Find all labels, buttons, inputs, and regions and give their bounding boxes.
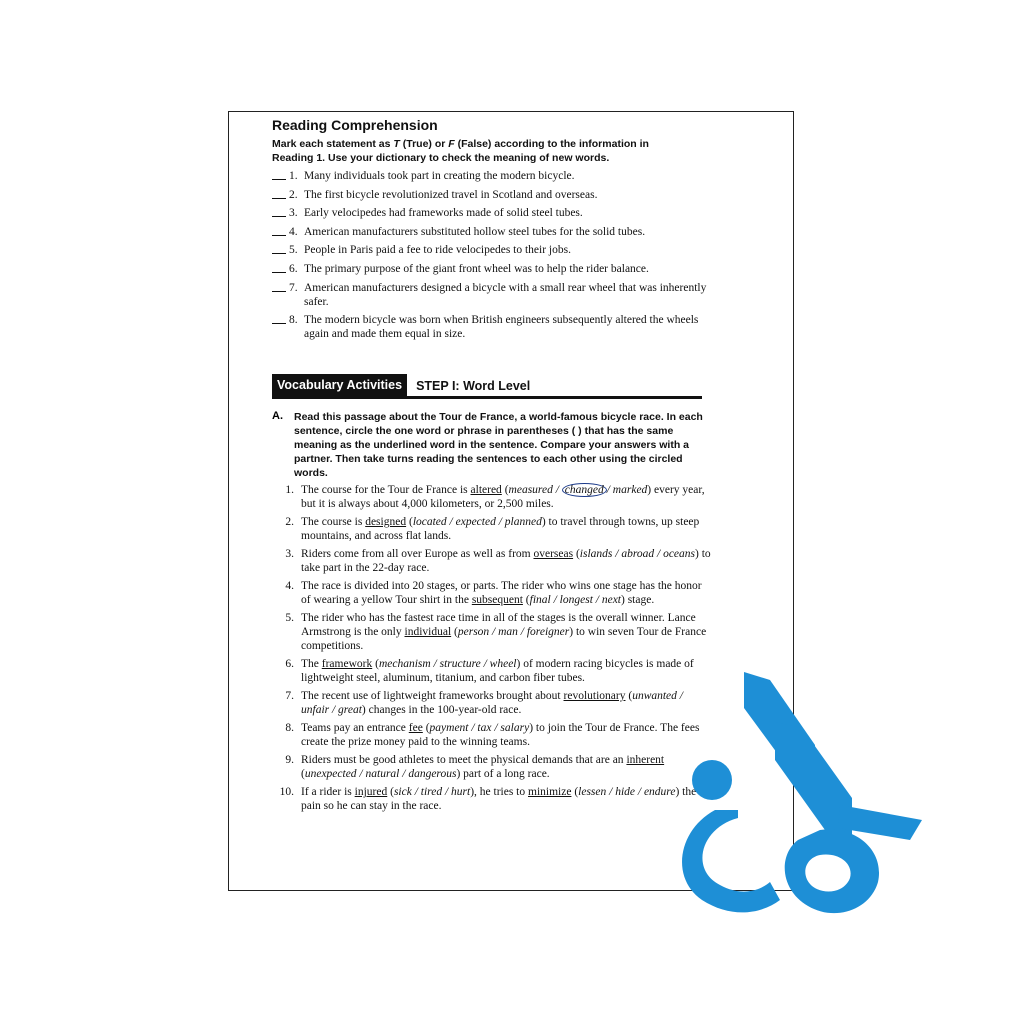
reading-instructions [272,137,712,165]
sentence-text: ) of modern racing bicycles is made of lightweight steel, aluminum, titanium, and carbon fiber tubes. [301,658,694,685]
underlined-word: altered [470,484,502,497]
vocabulary-item-number: 6. [285,658,294,671]
section-instructions: Read this passage about the Tour de France, a world-famous bicycle race. In each sentence, circle the one word or phrase in parentheses ( ) that has the same meaning as the underlined word in the sentence. Compare your answers with a partner. Then take turns reading the sentences to each other using the circled words. [294,411,703,480]
vocabulary-item-number: 2. [285,516,294,529]
reading-comprehension-title: Reading Comprehension [272,117,438,133]
sentence-text: ( [406,516,413,529]
sentence-text: ) to join the Tour de France. The fees create the prize money paid to the winning teams. [301,722,700,749]
tf-item [272,225,712,239]
sentence-text: Teams pay an entrance [301,722,409,735]
sentence-text: ) the pain so he can stay in the race. [301,786,697,813]
tf-item-text: Early velocipedes had frameworks made of solid steel tubes. [304,207,583,220]
vocabulary-item-number: 5. [285,612,294,625]
sentence-text: ( [451,626,458,639]
tf-item-text: People in Paris paid a fee to ride velocipedes to their jobs. [304,244,571,257]
logo-shapes [682,672,922,913]
choice-options[interactable]: lessen / hide / endure [578,786,676,799]
underlined-word: individual [404,626,452,639]
logo-left-hook [682,810,780,912]
sentence-text: The race is divided into 20 stages, or parts. The rider who wins one stage has the honor of wearing a yellow Tour shirt in the [301,580,702,607]
sentence-text: Riders must be good athletes to meet the physical demands that are an [301,754,627,767]
tf-item [272,188,712,202]
underlined-word: inherent [626,754,665,767]
answer-blank[interactable] [272,243,286,254]
tf-item [272,206,712,220]
tf-item-number: 1. [289,170,298,182]
underlined-word: injured [354,786,388,799]
instructions-false-letter: F [448,138,455,150]
tf-item-text: American manufacturers substituted hollow steel tubes for the solid tubes. [304,225,646,238]
vocabulary-item [272,579,712,607]
true-false-list [272,169,712,341]
step-title: STEP I: Word Level [416,379,531,394]
sentence-text: ) to win seven Tour de France competitions. [301,626,707,653]
sentence-text: The [301,658,322,671]
sentence-text: ( [422,722,430,735]
section-a [272,410,712,480]
underlined-word: subsequent [471,594,523,607]
vocabulary-item-number: 4. [285,580,294,593]
vocabulary-item-number: 3. [285,548,294,561]
tf-item-number: 6. [289,262,298,275]
sentence-text: ( [573,548,580,561]
vocabulary-item-number: 1. [285,484,294,497]
tf-item-text: The primary purpose of the giant front wheel was to help the rider balance. [304,262,649,275]
underlined-word: revolutionary [563,690,626,703]
vocabulary-activities-label: Vocabulary Activities [272,374,407,396]
choice-options[interactable]: mechanism / structure / wheel [378,658,517,671]
vocabulary-item-text [301,579,712,607]
tf-item-number: 3. [289,207,298,220]
vocabulary-item-number: 10. [279,786,294,799]
section-letter: A. [272,410,283,423]
answer-blank[interactable] [272,188,286,199]
answer-blank[interactable] [272,313,286,324]
sentence-text: ( [625,690,633,703]
sentence-text: ) part of a long race. [456,768,550,781]
vocabulary-header-bar [272,374,702,399]
vocabulary-item [272,515,712,543]
instructions-part: (False) according to the information in [454,138,649,150]
instructions-part: (True) or [399,138,449,150]
tf-item-number: 7. [289,281,298,294]
tf-item [272,262,712,276]
sentence-text: ) to travel through towns, up steep mountains, and across flat lands. [301,516,700,543]
sentence-text: ) every year, but it is always about 4,000 kilometers, or 2,500 miles. [301,484,705,511]
vocabulary-item-text [301,515,712,543]
tf-item [272,281,712,309]
vocabulary-item [272,547,712,575]
sentence-text: ( [571,786,579,799]
choice-options[interactable]: measured / [508,484,562,497]
choice-options[interactable]: payment / tax / salary [429,722,530,735]
sentence-text: ), he tries to [470,786,528,799]
sentence-text: The course is [301,516,366,529]
answer-blank[interactable] [272,225,286,236]
tf-item-text: The modern bicycle was born when British engineers subsequently altered the wheels again and made them equal in size. [304,314,699,341]
tf-item-text: American manufacturers designed a bicycle with a small rear wheel that was inherently safer. [304,281,707,308]
choice-options[interactable]: islands / abroad / oceans [579,548,696,561]
sentence-text: The recent use of lightweight frameworks brought about [301,690,564,703]
vocabulary-item-text [301,547,712,575]
sentence-text: Riders come from all over Europe as well as from [301,548,534,561]
tf-item [272,169,712,183]
sentence-text: The rider who has the fastest race time in all of the stages is the overall winner. Lance Armstrong is the only [301,612,696,639]
instructions-true-letter: T [393,138,400,150]
vocabulary-item [272,483,712,511]
tf-item-text: The first bicycle revolutionized travel in Scotland and overseas. [304,188,598,201]
vocabulary-item-text [301,483,712,511]
sentence-text: If a rider is [301,786,355,799]
logo-right-ring [785,829,879,913]
choice-options[interactable]: person / man / foreigner [457,626,570,639]
tf-item [272,313,712,341]
underlined-word: minimize [528,786,572,799]
tf-item [272,243,712,257]
sentence-text: ) changes in the 100-year-old race. [361,704,522,717]
choice-options[interactable]: final / longest / next [529,594,621,607]
publisher-logo-icon [640,660,940,930]
choice-options[interactable]: sick / tired / hurt [393,786,471,799]
tf-item-number: 2. [289,188,298,201]
sentence-text: ) to take part in the 22-day race. [301,548,711,575]
tf-item-number: 5. [289,244,298,257]
choice-options[interactable]: located / expected / planned [412,516,542,529]
answer-blank[interactable] [272,281,286,292]
choice-options[interactable]: / marked [606,484,648,497]
vocabulary-item-text [301,611,712,653]
vocabulary-item-number: 9. [285,754,294,767]
underlined-word: designed [365,516,407,529]
vocabulary-item [272,611,712,653]
tf-item-text: Many individuals took part in creating the modern bicycle. [304,170,575,182]
vocabulary-item-number: 8. [285,722,294,735]
instructions-part: Mark each statement as [272,138,394,150]
sentence-text: ) stage. [621,594,655,607]
sentence-text: ( [387,786,394,799]
sentence-text: ( [522,594,530,607]
sentence-text: ( [301,768,305,781]
answer-blank[interactable] [272,169,286,180]
choice-options[interactable]: unwanted / unfair / great [301,690,683,717]
logo-dot [692,760,732,800]
sentence-text: ( [372,658,379,671]
circled-answer[interactable]: changed [562,483,607,497]
tf-item-number: 4. [289,225,298,238]
choice-options[interactable]: unexpected / natural / dangerous [304,768,457,781]
answer-blank[interactable] [272,262,286,273]
underlined-word: framework [321,658,373,671]
sentence-text: The course for the Tour de France is [301,484,471,497]
underlined-word: fee [408,722,423,735]
tf-item-number: 8. [289,314,298,327]
sentence-text: ( [501,484,509,497]
vocabulary-item-number: 7. [285,690,294,703]
answer-blank[interactable] [272,206,286,217]
instructions-line-2: Reading 1. Use your dictionary to check the meaning of new words. [272,152,610,164]
underlined-word: overseas [533,548,574,561]
